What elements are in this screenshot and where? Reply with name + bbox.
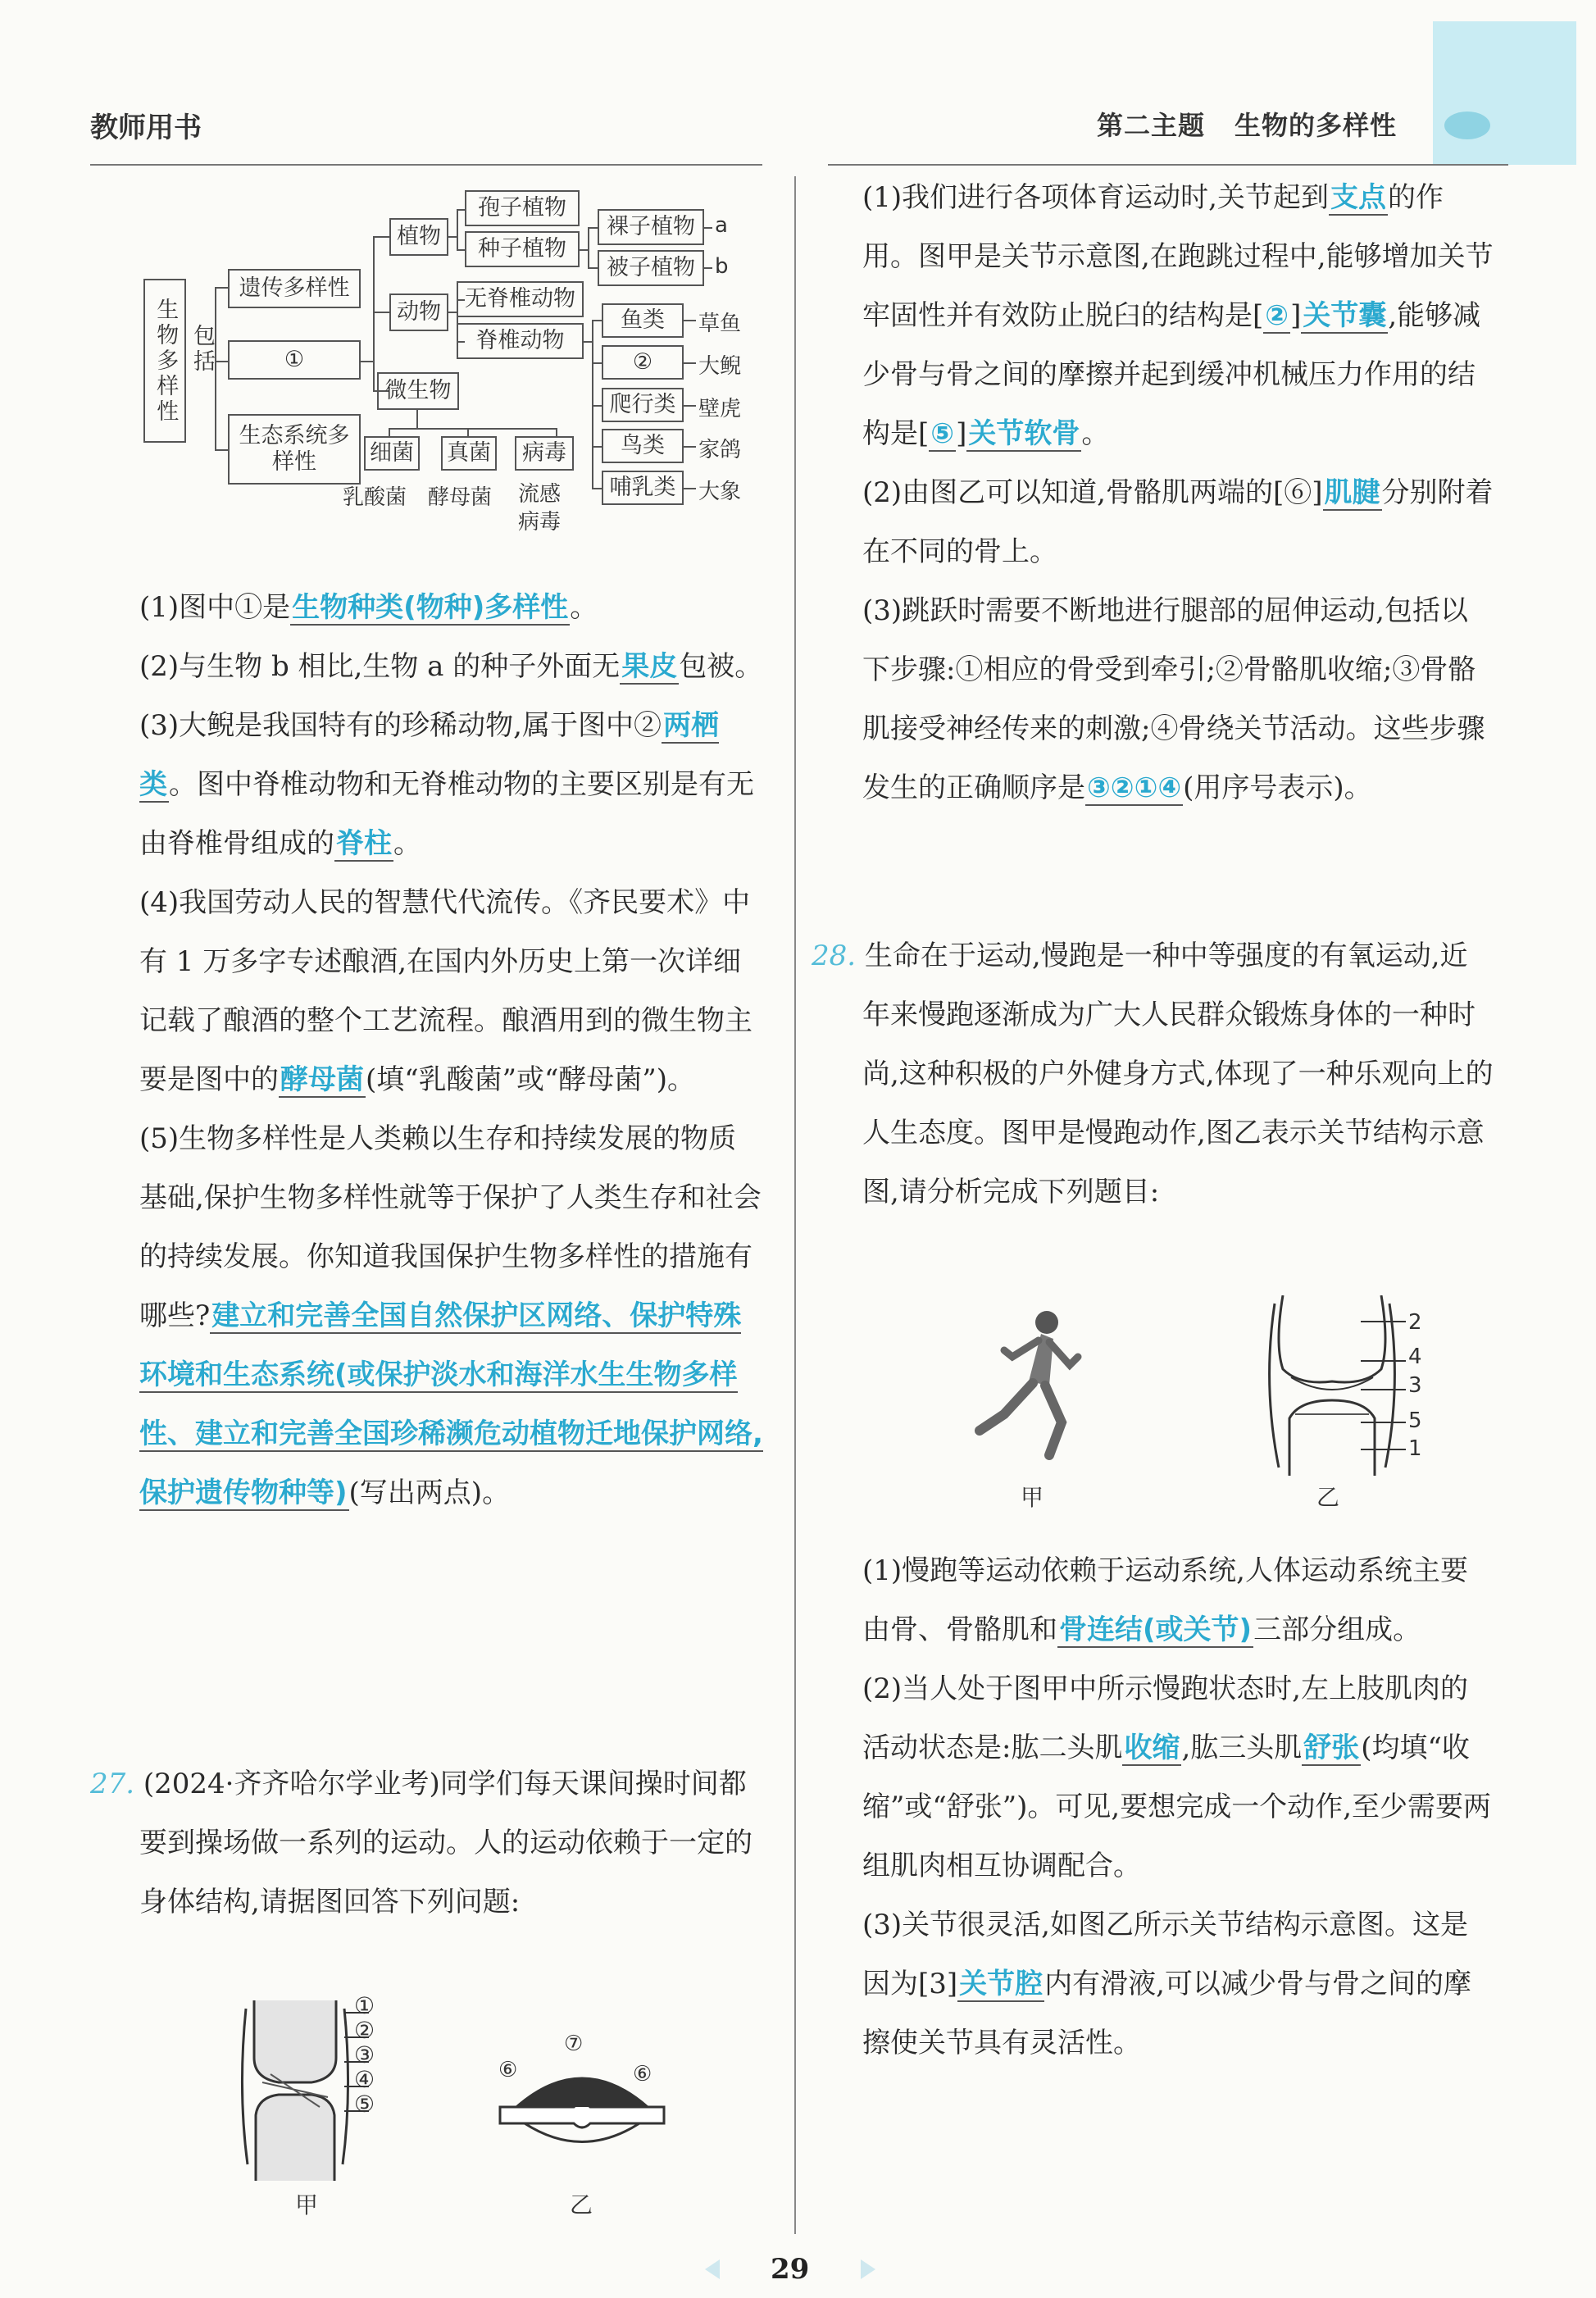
tree-fish: 鱼类	[602, 303, 684, 338]
tree-bird: 鸟类	[602, 429, 684, 463]
corner-tab	[1433, 21, 1576, 165]
runner-figure	[971, 1308, 1094, 1463]
tree-virus: 病毒	[515, 436, 574, 471]
answer: ⑤	[930, 417, 955, 450]
figure-caption-jia: 甲	[295, 2191, 319, 2218]
answer: 两栖类	[139, 709, 719, 801]
r-question-1: (1)我们进行各项体育运动时,关节起到支点的作用。图甲是关节示意图,在跑跳过程中,能够增加关节牢固性并有效防止脱臼的结构是[②]关节囊,能够减少骨与骨之间的摩擦并起到缓冲机械压力作用的结构是[⑤]关节软骨。	[862, 181, 1494, 450]
question-1: (1)图中①是生物种类(物种)多样性。	[139, 591, 598, 624]
tree-l1-genetic: 遗传多样性	[228, 269, 361, 308]
question-5: (5)生物多样性是人类赖以生存和持续发展的物质基础,保护生物多样性就等于保护了人类生存和社会的持续发展。你知道我国保护生物多样性的措施有哪些?建立和完善全国自然保护区网络、保护特殊环境和生态系统(或保护淡水和海洋水生生物多样性、建立和完善全国珍稀濒危动植物迁地保护网络,保护遗传物种等)(写出两点)。	[139, 1122, 763, 1509]
tree-reptile: 爬行类	[602, 388, 684, 422]
tree-ex-bird: 家鸽	[698, 438, 742, 462]
knee-label-3: 3	[1408, 1373, 1422, 1398]
tree-invertebrates: 无脊椎动物	[457, 281, 584, 317]
r-sub-3: (3)关节很灵活,如图乙所示关节结构示意图。这是因为[3]关节腔内有滑液,可以减少骨与骨之间的摩擦使关节具有灵活性。	[862, 1909, 1471, 2059]
muscle-label-6a: ⑥	[498, 2058, 518, 2082]
chapter-header	[1097, 105, 1397, 143]
tree-ex-amphibian: 大鲵	[698, 354, 742, 379]
figure-caption-yi: 乙	[570, 2191, 593, 2218]
answer: 舒张	[1303, 1731, 1360, 1764]
answer: ③②①④	[1087, 771, 1182, 804]
answer: 骨连结(或关节)	[1059, 1613, 1253, 1646]
tree-bacteria: 细菌	[364, 436, 420, 471]
question-number: 27.	[90, 1768, 135, 1800]
left-questions	[139, 578, 764, 1522]
tree-animals: 动物	[389, 294, 448, 331]
tree-ex-bacteria: 乳酸菌	[343, 485, 407, 510]
figure-caption-jia-2: 甲	[1021, 1484, 1044, 1511]
answer: 关节软骨	[968, 417, 1080, 450]
column-divider	[794, 176, 796, 2234]
question-2: (2)与生物 b 相比,生物 a 的种子外面无果皮包被。	[139, 650, 763, 683]
tree-l1-ecosystem: 生态系统多样性	[228, 414, 361, 485]
tree-spore-plants: 孢子植物	[465, 190, 580, 226]
figure-caption-yi-2: 乙	[1316, 1484, 1340, 1511]
answer: 生物种类(物种)多样性	[292, 591, 569, 624]
tree-contains: 包括	[189, 324, 215, 375]
prev-page-icon	[705, 2259, 720, 2279]
answer: 建立和完善全国自然保护区网络、保护特殊环境和生态系统(或保护淡水和海洋水生生物多样性、建立和完善全国珍稀濒危动植物迁地保护网络,保护遗传物种等)	[139, 1299, 763, 1509]
r-sub-1: (1)慢跑等运动依赖于运动系统,人体运动系统主要由骨、骨骼肌和骨连结(或关节)三部分组成。	[862, 1554, 1468, 1646]
header-rule-left	[90, 164, 762, 166]
tree-amphibian: ②	[602, 345, 684, 380]
question-3: (3)大鲵是我国特有的珍稀动物,属于图中②两栖类。图中脊椎动物和无脊椎动物的主要区别是有无由脊椎骨组成的脊柱。	[139, 709, 754, 860]
fish-icon	[1444, 111, 1490, 139]
r-question-3: (3)跳跃时需要不断地进行腿部的屈伸运动,包括以下步骤:①相应的骨受到牵引;②骨骼肌收缩;③骨骼肌接受神经传来的刺激;④骨绕关节活动。这些步骤发生的正确顺序是③②①④(用序号表示)。	[862, 594, 1485, 804]
answer: 收缩	[1124, 1731, 1180, 1764]
tree-vertebrates: 脊椎动物	[457, 323, 584, 359]
answer: 酵母菌	[280, 1063, 364, 1096]
knee-label-4: 4	[1408, 1345, 1422, 1369]
tree-mammal: 哺乳类	[602, 471, 684, 505]
tree-plants: 植物	[389, 218, 448, 256]
answer: ②	[1265, 299, 1289, 332]
r-question-2: (2)由图乙可以知道,骨骼肌两端的[⑥]肌腱分别附着在不同的骨上。	[862, 476, 1494, 568]
knee-labels: ① ② ③ ④ ⑤	[354, 1992, 375, 2118]
next-page-icon	[861, 2259, 875, 2279]
question-27: 27. (2024·齐齐哈尔学业考)同学们每天课间操时间都要到操场做一系列的运动。人的运动依赖于一定的身体结构,请据图回答下列问题:	[90, 1768, 753, 1918]
tree-ex-reptile: 壁虎	[698, 397, 742, 421]
tree-seed-plants: 种子植物	[465, 231, 580, 267]
muscle-label-6b: ⑥	[633, 2062, 652, 2086]
question-28: 28. 生命在于运动,慢跑是一种中等强度的有氧运动,近年来慢跑逐渐成为广大人民群众锻炼身体的一种时尚,这种积极的户外健身方式,体现了一种乐观向上的人生态度。图甲是慢跑动作,图乙表示关节结构示意图,请分析完成下列题目:	[812, 940, 1494, 1208]
knee-label-5: 5	[1408, 1408, 1422, 1433]
answer: 支点	[1330, 181, 1386, 214]
answer: 关节囊	[1303, 299, 1387, 332]
tree-ex-mammal: 大象	[698, 480, 742, 504]
answer: 肌腱	[1324, 476, 1380, 509]
right-questions	[862, 168, 1494, 817]
r-sub-2: (2)当人处于图甲中所示慢跑状态时,左上肢肌肉的活动状态是:肱二头肌收缩,肱三头肌舒张(均填“收缩”或“舒张”)。可见,要想完成一个动作,至少需要两组肌肉相互协调配合。	[862, 1672, 1492, 1882]
tree-tag-a: a	[715, 213, 728, 238]
book-label: 教师用书	[90, 111, 202, 144]
header-rule-right	[828, 164, 1508, 166]
tree-tag-b: b	[715, 254, 729, 279]
question-4: (4)我国劳动人民的智慧代代流传。《齐民要术》中有 1 万多字专述酿酒,在国内外历史上第一次详细记载了酿酒的整个工艺流程。酿酒用到的微生物主要是图中的酵母菌(填“乳酸菌”或“酵母菌”)。	[139, 886, 753, 1096]
tree-gymnosperms: 裸子植物	[598, 209, 704, 245]
tree-root: 生物多样性	[143, 279, 186, 443]
muscle-label-7: ⑦	[564, 2032, 584, 2056]
question-number: 28.	[812, 940, 857, 972]
tree-microbes: 微生物	[377, 372, 459, 410]
tree-angiosperms: 被子植物	[598, 250, 704, 286]
tree-ex-fish: 草鱼	[698, 312, 742, 336]
chapter-title: 生物的多样性	[1235, 110, 1398, 141]
answer: 果皮	[621, 650, 678, 683]
tree-ex-virus: 流感病毒	[517, 482, 561, 535]
tree-ex-fungi: 酵母菌	[428, 485, 493, 510]
tree-fungi: 真菌	[441, 436, 497, 471]
q28-subquestions	[862, 1541, 1494, 2073]
knee-label-1: 1	[1408, 1436, 1422, 1461]
answer: 关节腔	[959, 1968, 1044, 2000]
knee-label-2: 2	[1408, 1310, 1422, 1335]
answer: 脊柱	[336, 827, 392, 860]
tree-l1-species: ①	[228, 340, 361, 380]
section-label: 第二主题	[1097, 110, 1206, 141]
page-number: 29	[771, 2253, 810, 2286]
